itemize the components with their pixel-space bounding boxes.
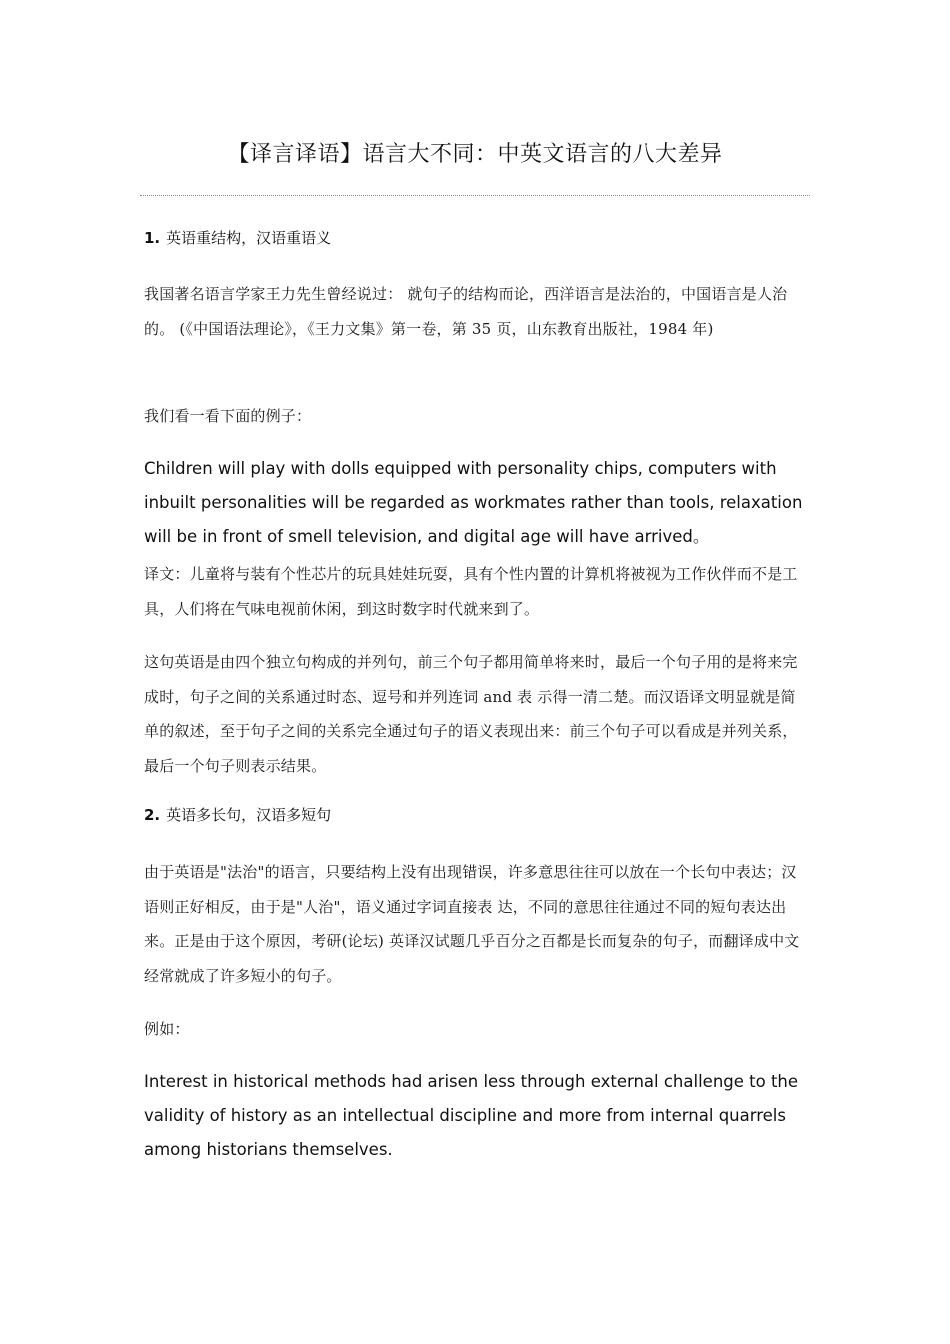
- example-1-english: Children will play with dolls equipped with personality chips, computers with inbuilt personalities will be regarded as workmates rather than tools, relaxation will be in front of smell television, and digital age will have arrived。: [144, 459, 803, 546]
- section-number: 2.: [144, 806, 161, 824]
- paragraph-analysis-1: 这句英语是由四个独立句构成的并列句，前三个句子都用简单将来时，最后一个句子用的是将来完成时，句子之间的关系通过时态、逗号和并列连词 and 表 示得一清二楚。而汉语译文明显就是简单的叙述，至于句子之间的关系完全通过句子的语义表现出来：前三个句子可以看成是并列关系，最后一个句子则表示结果。: [144, 653, 798, 775]
- title-divider: [140, 195, 810, 196]
- section-number: 1.: [144, 229, 161, 247]
- example-2-english: Interest in historical methods had arisen less through external challenge to the validity of history as an intellectual discipline and more from internal quarrels among historians themselves.: [144, 1072, 799, 1159]
- section-heading-text: 英语重结构，汉语重语义: [166, 229, 332, 247]
- paragraph-example-intro: 我们看一看下面的例子：: [144, 407, 312, 425]
- paragraph-analysis-2: 由于英语是"法治"的语言，只要结构上没有出现错误，许多意思往往可以放在一个长句中表达；汉语则正好相反，由于是"人治"，语义通过字词直接表 达，不同的意思往往通过不同的短句表达出来。正是由于这个原因，考研(论坛) 英译汉试题几乎百分之百都是长而复杂的句子，而翻译成中文经常就成了许多短小的句子。: [144, 863, 800, 985]
- section-heading-text: 英语多长句，汉语多短句: [166, 806, 332, 824]
- paragraph-example-label: 例如：: [144, 1020, 190, 1038]
- paragraph-wangli-quote: 我国著名语言学家王力先生曾经说过： 就句子的结构而论，西洋语言是法治的，中国语言是人治的。 (《中国语法理论》，《王力文集》第一卷，第 35 页，山东教育出版社，1984 年): [144, 285, 788, 338]
- section-heading-2: [144, 800, 810, 830]
- example-1-translation: 译文：儿童将与装有个性芯片的玩具娃娃玩耍，具有个性内置的计算机将被视为工作伙伴而不是工具，人们将在气味电视前休闲，到这时数字时代就来到了。: [144, 565, 798, 618]
- section-heading-1: [144, 223, 810, 253]
- document-title: 【译言译语】语言大不同：中英文语言的八大差异: [227, 142, 723, 167]
